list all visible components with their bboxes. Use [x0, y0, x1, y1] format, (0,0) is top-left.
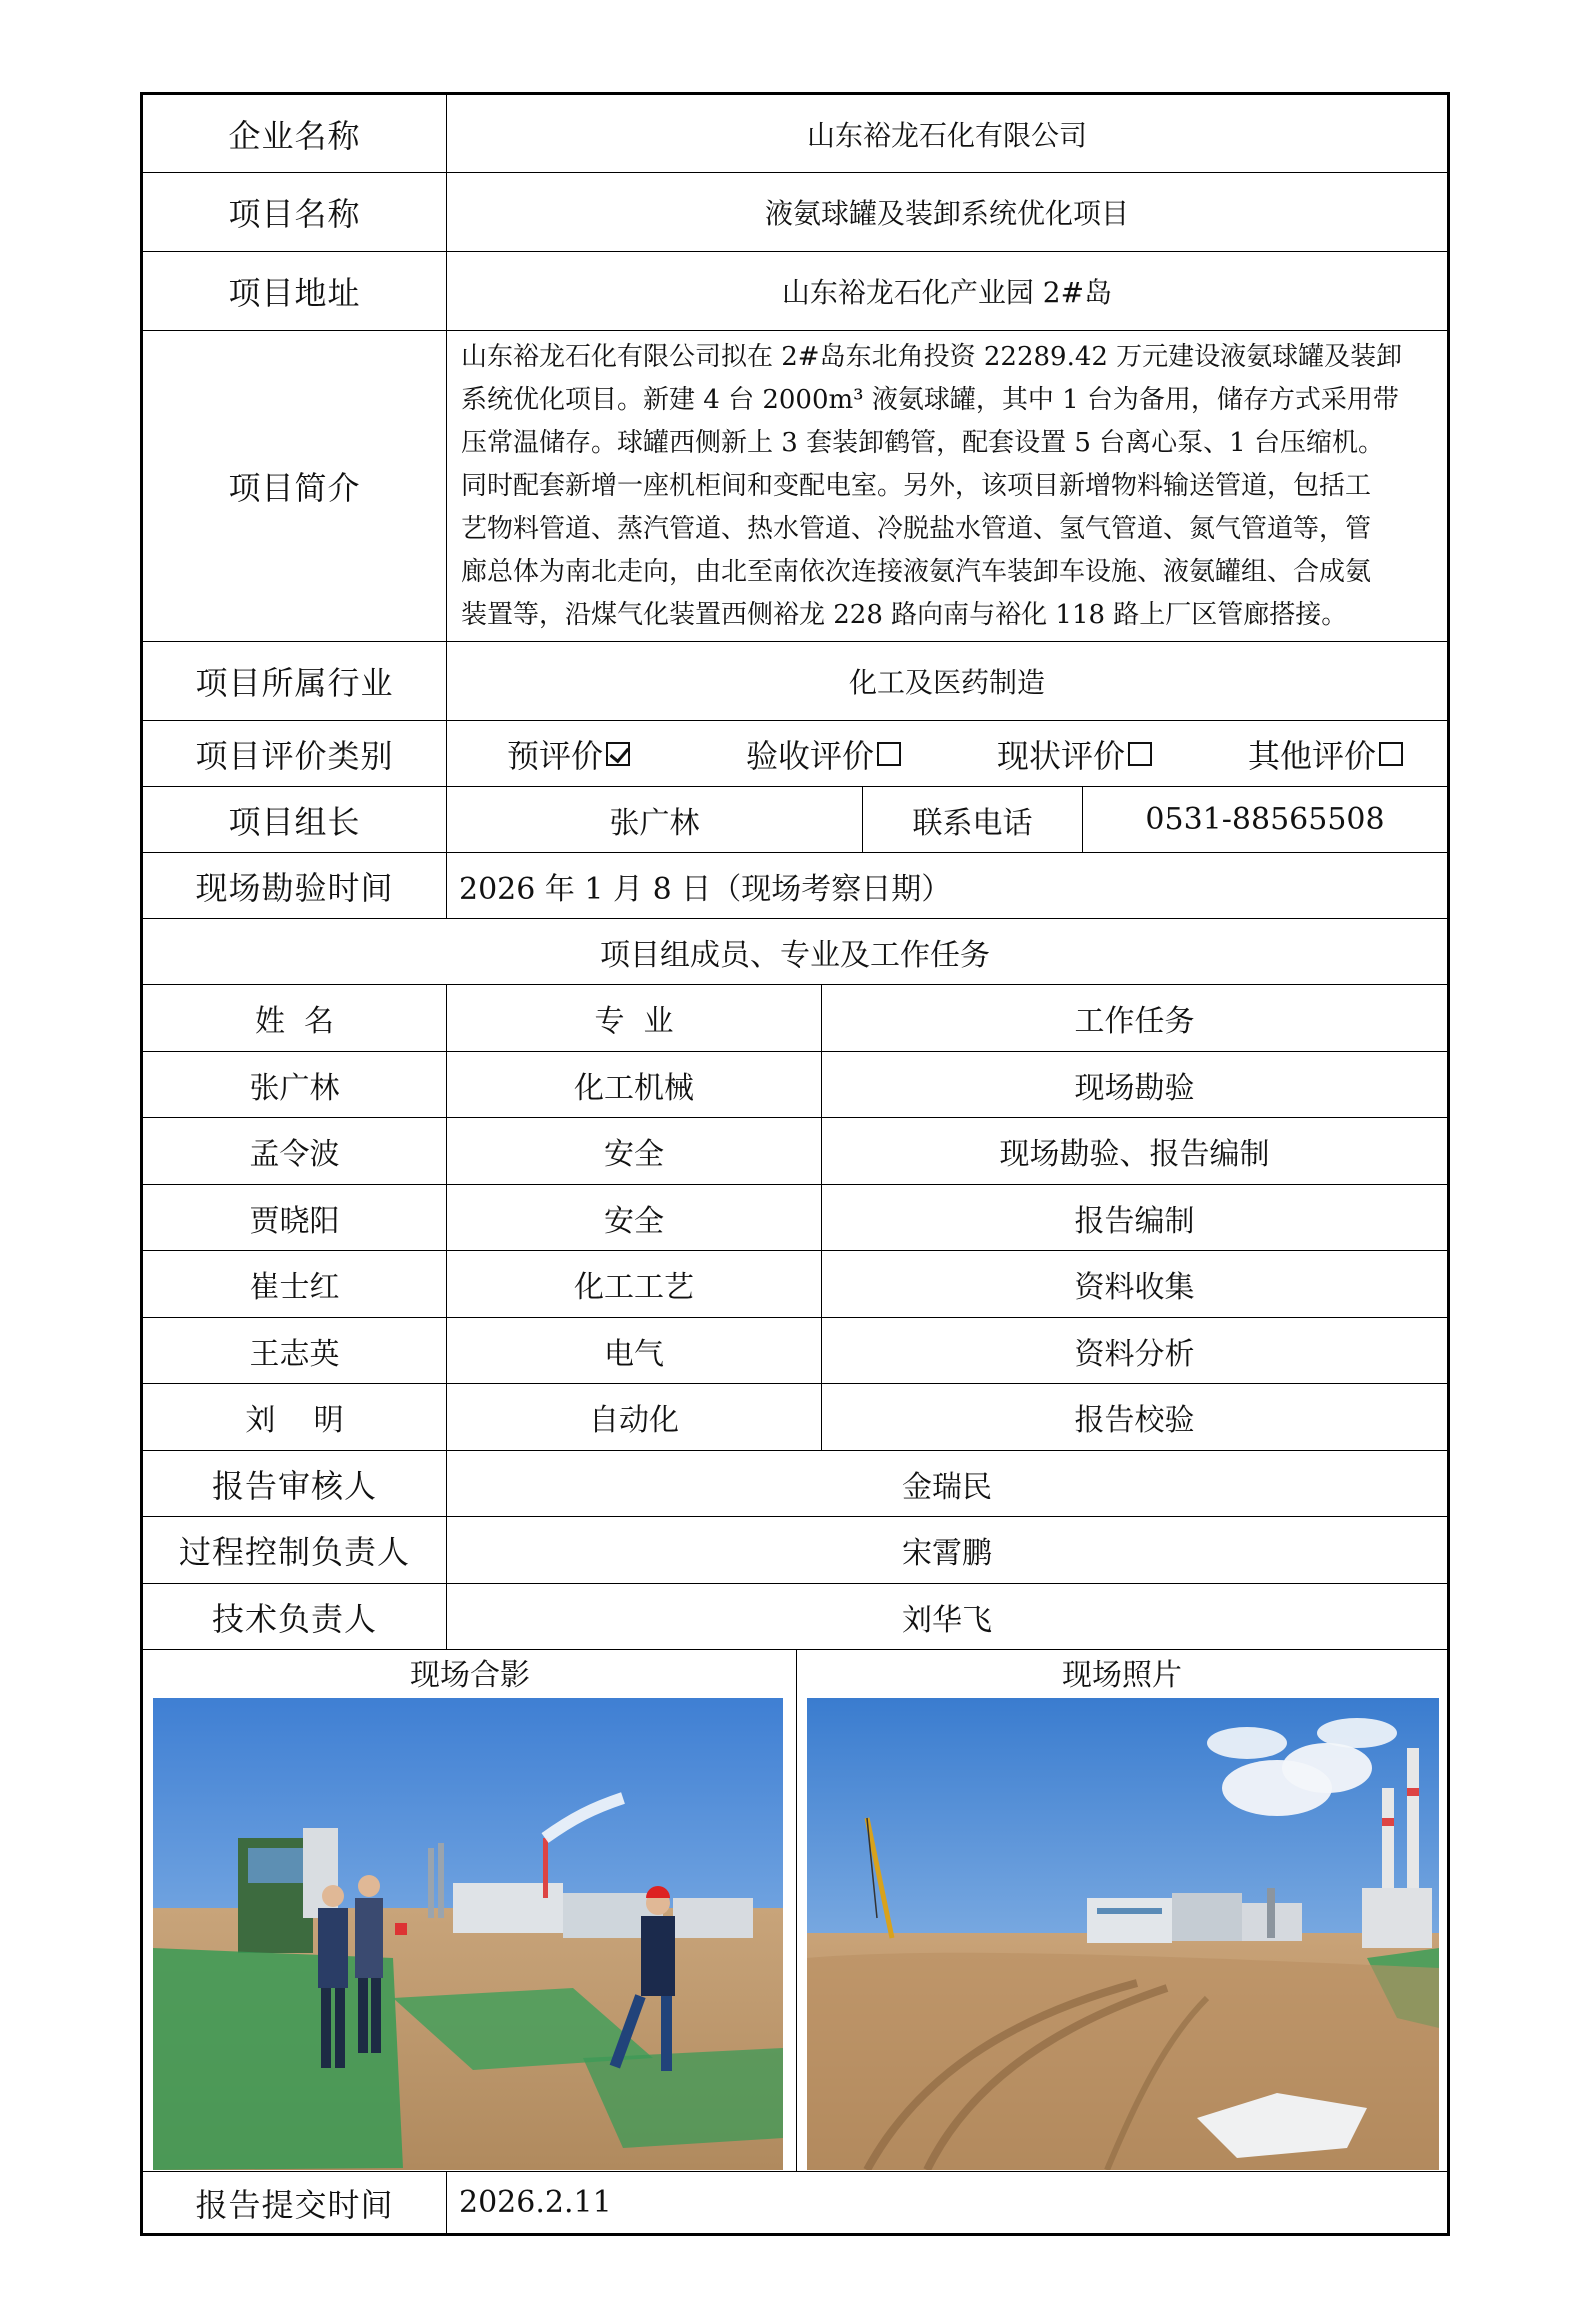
- project-name-label: 项目名称: [143, 173, 447, 251]
- header-name: 姓 名: [143, 985, 447, 1051]
- survey-time-label: 现场勘验时间: [143, 853, 447, 918]
- row-members-title: [143, 919, 1447, 985]
- eval-option-label: 预评价: [507, 736, 604, 775]
- row-industry: [143, 642, 1447, 721]
- member-major: 安全: [447, 1185, 822, 1250]
- intro-line: 系统优化项目。新建 4 台 2000m³ 液氨球罐，其中 1 台为备用，储存方式采用带: [461, 384, 1399, 415]
- member-major: 电气: [447, 1318, 822, 1383]
- member-name: 张广林: [143, 1052, 447, 1117]
- eval-category-label: 项目评价类别: [143, 721, 447, 786]
- member-name: 王志英: [143, 1318, 447, 1383]
- submit-time-value: 2026.2.11: [459, 2185, 612, 2220]
- member-major: 化工工艺: [447, 1251, 822, 1317]
- eval-option-status[interactable]: [997, 721, 1152, 786]
- industry-label: 项目所属行业: [143, 642, 447, 720]
- project-name-value: 液氨球罐及装卸系统优化项目: [764, 197, 1129, 230]
- reviewer-value: 金瑞民: [902, 1469, 992, 1505]
- group-photo: [153, 1698, 783, 2170]
- intro-line: 廊总体为南北走向，由北至南依次连接液氨汽车装卸车设施、液氨罐组、合成氨: [461, 556, 1372, 587]
- leader-name: 张广林: [447, 787, 863, 852]
- members-section-title: 项目组成员、专业及工作任务: [600, 937, 990, 973]
- row-tech-lead: [143, 1584, 1447, 1650]
- survey-time-value: 2026 年 1 月 8 日（现场考察日期）: [459, 871, 952, 907]
- phone-value: 0531-88565508: [1145, 802, 1385, 837]
- industry-value: 化工及医药制造: [848, 666, 1045, 699]
- site-photo: [807, 1698, 1439, 2170]
- tech-lead-label: 技术负责人: [143, 1584, 447, 1649]
- member-major: 化工机械: [447, 1052, 822, 1117]
- site-photo-image: [807, 1698, 1439, 2170]
- member-task: 资料收集: [1074, 1270, 1195, 1305]
- evaluation-info-table: [140, 92, 1450, 2236]
- member-name: 刘 明: [143, 1384, 447, 1450]
- eval-option-label: 其他评价: [1248, 736, 1377, 775]
- member-row: [143, 1384, 1447, 1451]
- member-major: 自动化: [447, 1384, 822, 1450]
- member-task: 资料分析: [1074, 1336, 1195, 1372]
- company-label: 企业名称: [143, 95, 447, 172]
- intro-line: 装置等，沿煤气化装置西侧裕龙 228 路向南与裕化 118 路上厂区管廊搭接。: [461, 599, 1348, 630]
- row-submit-time: [143, 2172, 1447, 2233]
- submit-time-label: 报告提交时间: [143, 2172, 447, 2233]
- process-control-value: 宋霄鹏: [902, 1536, 992, 1571]
- row-project-name: [143, 173, 1447, 252]
- member-name: 崔士红: [143, 1251, 447, 1317]
- checkbox-empty-icon[interactable]: [877, 742, 901, 766]
- site-photo-title: 现场照片: [1062, 1658, 1182, 1693]
- project-address-value: 山东裕龙石化产业园 2#岛: [781, 276, 1113, 309]
- checkbox-checked-icon[interactable]: [606, 742, 630, 766]
- phone-label: 联系电话: [863, 787, 1083, 852]
- member-task: 报告编制: [1074, 1203, 1195, 1239]
- group-photo-image: [153, 1698, 783, 2170]
- row-company: [143, 95, 1447, 173]
- row-photos: [143, 1650, 1447, 2172]
- intro-line: 同时配套新增一座机柜间和变配电室。另外，该项目新增物料输送管道，包括工: [461, 470, 1372, 501]
- row-leader: [143, 787, 1447, 853]
- member-major: 安全: [447, 1118, 822, 1184]
- eval-option-pre[interactable]: [507, 721, 630, 786]
- row-survey-time: [143, 853, 1447, 919]
- project-intro-text: [447, 331, 1447, 641]
- row-project-address: [143, 252, 1447, 331]
- process-control-label: 过程控制负责人: [143, 1517, 447, 1583]
- member-name: 孟令波: [143, 1118, 447, 1184]
- members-header-row: [143, 985, 1447, 1052]
- eval-option-label: 验收评价: [746, 736, 875, 775]
- group-photo-title: 现场合影: [410, 1658, 530, 1693]
- project-intro-label: 项目简介: [143, 331, 447, 641]
- row-process-control: [143, 1517, 1447, 1584]
- leader-label: 项目组长: [143, 787, 447, 852]
- member-row: [143, 1052, 1447, 1118]
- eval-option-label: 现状评价: [997, 736, 1126, 775]
- row-eval-category: [143, 721, 1447, 787]
- checkbox-empty-icon[interactable]: [1379, 742, 1403, 766]
- member-row: [143, 1318, 1447, 1384]
- intro-line: 山东裕龙石化有限公司拟在 2#岛东北角投资 22289.42 万元建设液氨球罐及装卸: [461, 341, 1403, 372]
- row-reviewer: [143, 1451, 1447, 1517]
- header-major: 专 业: [447, 985, 822, 1051]
- eval-option-other[interactable]: [1248, 721, 1403, 786]
- checkbox-empty-icon[interactable]: [1128, 742, 1152, 766]
- intro-line: 压常温储存。球罐西侧新上 3 套装卸鹤管，配套设置 5 台离心泵、1 台压缩机。: [461, 427, 1384, 458]
- member-task: 现场勘验、报告编制: [999, 1137, 1270, 1172]
- reviewer-label: 报告审核人: [143, 1451, 447, 1516]
- member-row: [143, 1251, 1447, 1318]
- member-row: [143, 1118, 1447, 1185]
- intro-line: 艺物料管道、蒸汽管道、热水管道、冷脱盐水管道、氢气管道、氮气管道等，管: [461, 513, 1372, 544]
- member-task: 报告校验: [1074, 1403, 1195, 1438]
- member-row: [143, 1185, 1447, 1251]
- company-value: 山东裕龙石化有限公司: [806, 118, 1087, 152]
- tech-lead-value: 刘华飞: [902, 1602, 992, 1638]
- member-task: 现场勘验: [1074, 1070, 1195, 1106]
- row-project-intro: [143, 331, 1447, 642]
- eval-option-acceptance[interactable]: [746, 721, 901, 786]
- member-name: 贾晓阳: [143, 1185, 447, 1250]
- header-task: 工作任务: [1074, 1004, 1195, 1039]
- project-address-label: 项目地址: [143, 252, 447, 330]
